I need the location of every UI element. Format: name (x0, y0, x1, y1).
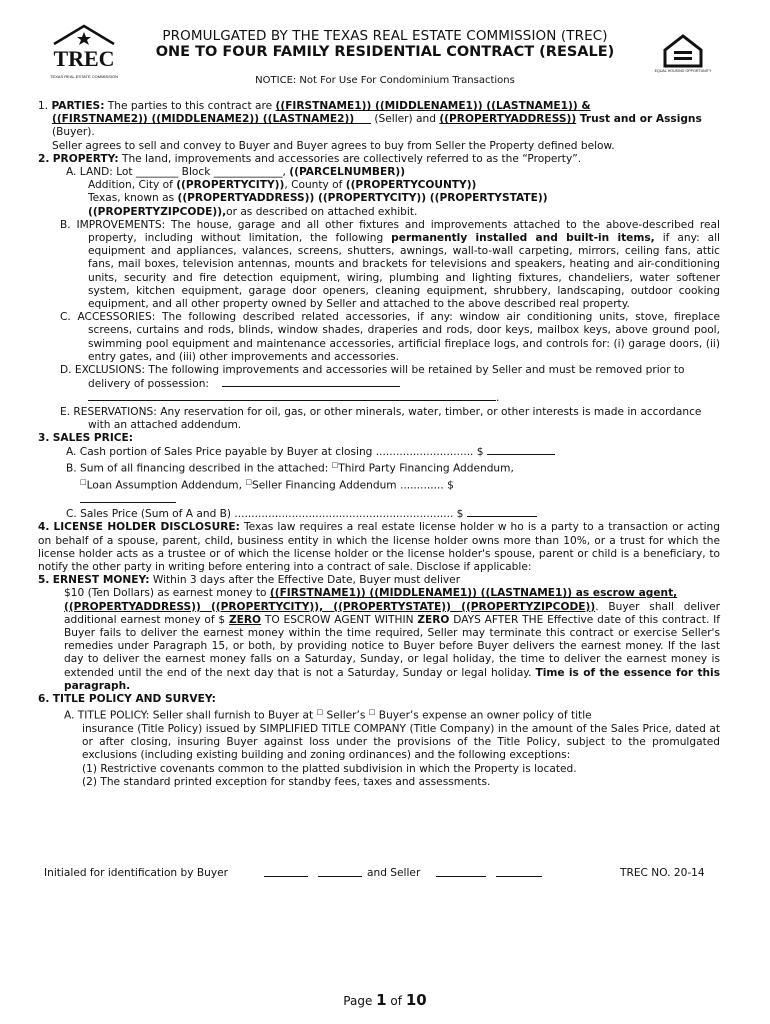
trec-form-number: TREC NO. 20-14 (620, 867, 705, 879)
buyer-name-1: ((FIRSTNAME1)) ((MIDDLENAME1)) ((LASTNAME1)) & (275, 100, 591, 112)
seller-initial-2[interactable] (496, 867, 542, 877)
accessories-paragraph: C. ACCESSORIES: The following described related accessories, if any: window air conditioning units, stove, fireplace screens, curtains and rods, blinds, window shades, draperies and rods, door keys, mailbox keys, above ground pool, swimming pool equipment and maintenance accessories, artificial fireplace logs, and controls for: (i) garage doors, (ii) entry gates, and (iii) other improvements and accessories. (60, 311, 720, 363)
exclusions-blank-2[interactable] (88, 391, 496, 401)
initialed-label: Initialed for identification by Buyer (44, 867, 228, 879)
paragraph-license-holder: 4. LICENSE HOLDER DISCLOSURE: Texas law requires a real estate license holder w ho is a party to a transaction or acting on behalf of a spouse, parent, child, business entity in which the license holder owns more than 10%, or a trust for which the license holder acts as a trustee or of which the license holder or the license holder's spouse, parent or child is a beneficiary, to notify the other party in writing before entering into a contract of sale. Disclose if applicable: (38, 521, 720, 573)
financing-field[interactable] (80, 493, 176, 503)
paragraph-sales-price: 3. SALES PRICE: (38, 432, 134, 445)
exclusions-blank[interactable] (222, 377, 400, 387)
paragraph-parties: 1. PARTIES: The parties to this contract are ((FIRSTNAME1)) ((MIDDLENAME1)) ((LASTNAME1)) & (38, 100, 591, 112)
checkbox-icon[interactable]: □ (331, 461, 339, 470)
notice-line: NOTICE: Not For Use For Condominium Transactions (255, 75, 515, 86)
buyer-initial-2[interactable] (318, 867, 362, 877)
cash-portion-field[interactable] (487, 445, 555, 455)
parcel-number: ((PARCELNUMBER)) (289, 166, 406, 179)
buyer-initial-1[interactable] (264, 867, 308, 877)
checkbox-icon[interactable]: □ (245, 478, 252, 487)
buyer-name-2: ((FIRSTNAME2)) ((MIDDLENAME2)) ((LASTNAME2)) (52, 113, 355, 126)
and-seller-label: and Seller (367, 867, 421, 879)
exclusions-paragraph: D. EXCLUSIONS: The following improvements and accessories will be retained by Seller and must be removed prior to delivery of possession: (60, 364, 685, 391)
seller-initial-1[interactable] (436, 867, 486, 877)
sales-price-field[interactable] (467, 507, 537, 517)
paragraph-title-policy: 6. TITLE POLICY AND SURVEY: (38, 693, 216, 705)
logo-text: TREC (53, 46, 115, 71)
logo-subtext: TEXAS REAL ESTATE COMMISSION (50, 74, 118, 79)
reservations-paragraph: E. RESERVATIONS: Any reservation for oil, gas, or other minerals, water, timber, or other interests is made in accordance with an attached addendum. (60, 405, 702, 431)
contract-body: 1. PARTIES: The parties to this contract are ((FIRSTNAME1)) ((MIDDLENAME1)) ((LASTNAME1)) & ((FIRSTNAME2)) ((MIDDLENAME2)) ((LASTNAME2)) (Seller) and ((PROPERTYADDRESS)) Trust and or Assigns (Buyer). Seller agrees to sell and convey to Buyer and Buyer agrees to buy from Seller the Property defined below. 2. PROPERTY: The land, improvements and accessories are collectively referred to as the “Property”. A. LAND: Lot ________ Block _____________, ((PARCELNUMBER)) Addition, City of ((PROPERTYCITY)), County of ((PROPERTYCOUNTY)) Texas, known as ((PROPERTYADDRESS)) ((PROPERTYCITY)) ((PROPERTYSTATE)) ((PROPERTYZIPCODE)),or as described on attached exhibit. B. IMPROVEMENTS: The house, garage and all other fixtures and improvements attached to the above-described real property, including without limitation, the following permanently installed and built-in items, if any: all equipment and appliances, valances, screens, shutters, awnings, wall-to-wall carpeting, mirrors, ceiling fans, attic fans, mail boxes, television antennas, mounts and brackets for televisions and speakers, heating and air-conditioning units, security and fire detection equipment, wiring, plumbing and lighting fixtures, chandeliers, water softener system, kitchen equipment, garage door openers, cleaning equipment, shrubbery, landscaping, outdoor cooking equipment, and all other property owned by Seller and attached to the above described real property. C. ACCESSORIES: The following described related accessories, if any: window air conditioning units, stove, fireplace screens, curtains and rods, blinds, window shades, draperies and rods, door keys, mailbox keys, above ground pool, swimming pool equipment and maintenance accessories, artificial fireplace logs, and controls for: (i) garage doors, (ii) entry gates, and (iii) other improvements and accessories. D. EXCLUSIONS: The following improvements and accessories will be retained by Seller and must be removed prior to delivery of possession: . E. RESERVATIONS: Any reservation for oil, gas, or other minerals, water, timber, or other interests is made in accordance with an attached addendum. 3. SALES PRICE: A. Cash portion of Sales Price payable by Buyer at closing ............................. $ B. Sum of all financing described in the attached: □Third Party Financing Addendum, □Loan Assumption Addendum, □Seller Financing Addendum ............. $ C. Sales Price (Sum of A and B) ................................................................. $ 4. LICENSE HOLDER DISCLOSURE: Texas law requires a real estate license holder w ho is a party to a transaction or acting on behalf of a spouse, parent, child, business entity in which the license holder owns more than 10%, or a trust for which the license holder acts as a trustee or of which the license holder or the license holder's spouse, parent or child is a beneficiary, to notify the other party in writing before entering into a contract of sale. Disclose if applicable: 5. ERNEST MONEY: Within 3 days after the Effective Date, Buyer must deliver $10 (Ten Dollars) as earnest money to ((FIRSTNAME1)) ((MIDDLENAME1)) ((LASTNAME1)) as escrow agent, ((PROPERTYADDRESS)) ((PROPERTYCITY)), ((PROPERTYSTATE)) ((PROPERTYZIPCODE)). Buyer shall deliver additional earnest money of $ ZERO TO ESCROW AGENT WITHIN ZERO DAYS AFTER THE Effective date of this contract. If Buyer fails to deliver the earnest money within the time required, Seller may terminate this contract or exercise Seller's remedies under Paragraph 15, or both, by providing notice to Buyer before Buyer delivers the earnest money. If the last day to deliver the earnest money falls on a Saturday, Sunday, or legal holiday, the time to deliver the earnest money is extended until the end of the next day that is not a Saturday, Sunday or legal holiday. Time is of the essence for this paragraph. 6. TITLE POLICY AND SURVEY: A. TITLE POLICY: Seller shall furnish to Buyer at □ Seller’s □ Buyer’s expense an owner policy of title insurance (Title Policy) issued by SIMPLIFIED TITLE COMPANY (Title Company) in the amount of the Sales Price, dated at or after closing, insuring Buyer against loss under the provisions of the Title Policy, subject to the promulgated exclusions (including existing building and zoning ordinances) and the following exceptions: (1) Restrictive covenants common to the platted subdivision in which the Property is located. (2) The standard printed exception for standby fees, taxes and assessments. (38, 100, 721, 788)
agreement-line: Seller agrees to sell and convey to Buyer and Buyer agrees to buy from Seller the Property defined below. (52, 139, 615, 152)
improvements-paragraph: B. IMPROVEMENTS: The house, garage and all other fixtures and improvements attached to the above-described real property, including without limitation, the following permanently installed and built-in items, if any: all equipment and appliances, valances, screens, shutters, awnings, wall-to-wall carpeting, mirrors, ceiling fans, attic fans, mail boxes, television antennas, mounts and brackets for televisions and speakers, heating and air-conditioning units, security and fire detection equipment, wiring, plumbing and lighting fixtures, chandeliers, water softener system, kitchen equipment, garage door openers, cleaning equipment, shrubbery, landscaping, outdoor cooking equipment, and all other property owned by Seller and attached to the above described real property. (60, 218, 720, 311)
paragraph-earnest-money: 5. ERNEST MONEY: Within 3 days after the Effective Date, Buyer must deliver (38, 574, 461, 587)
property-address: ((PROPERTYADDRESS)) (439, 113, 577, 126)
eho-label: EQUAL HOUSING OPPORTUNITY (654, 69, 712, 73)
paragraph-property: 2. PROPERTY: The land, improvements and accessories are collectively referred to as the “Property”. (38, 152, 582, 165)
page-total: 10 (405, 991, 427, 1009)
checkbox-icon[interactable]: □ (316, 708, 324, 717)
land-line: A. LAND: Lot ________ Block _____________, ((PARCELNUMBER)) (66, 166, 406, 179)
checkbox-icon[interactable]: □ (368, 708, 376, 717)
checkbox-icon[interactable]: □ (80, 478, 87, 487)
equal-housing-icon (654, 32, 712, 78)
document-title: ONE TO FOUR FAMILY RESIDENTIAL CONTRACT (RESALE) (155, 44, 615, 60)
page-number: 1 (376, 991, 387, 1009)
page-indicator: Page 1 of 10 (343, 991, 427, 1009)
header-promulgated: PROMULGATED BY THE TEXAS REAL ESTATE COMMISSION (TREC) (162, 28, 608, 44)
